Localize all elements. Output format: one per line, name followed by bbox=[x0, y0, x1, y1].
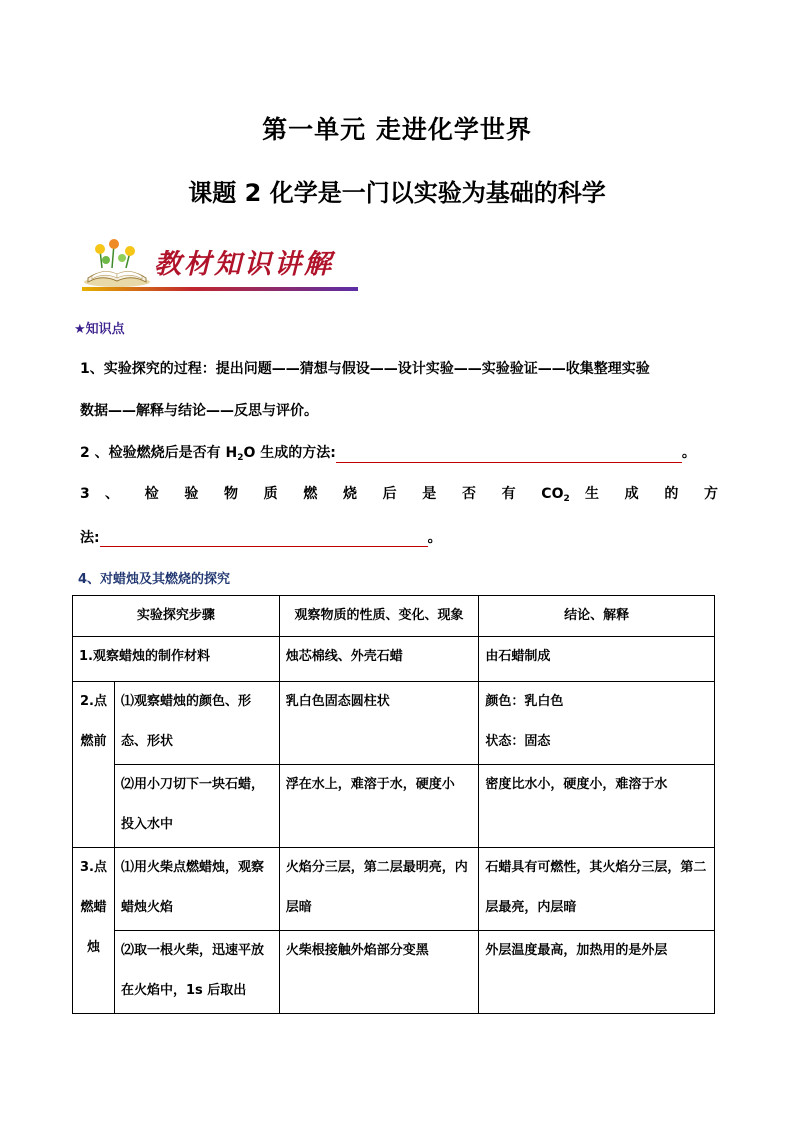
table-row bbox=[73, 765, 715, 848]
group3-label: 3.点燃蜡烛 bbox=[73, 848, 115, 1014]
item2-end: 。 bbox=[681, 445, 696, 461]
item3-line2-text: 法: bbox=[80, 530, 100, 546]
group2-row2-conclusion: 密度比水小，硬度小，难溶于水 bbox=[479, 765, 715, 848]
conclusion-state: 状态：固态 bbox=[485, 734, 551, 749]
answer-blank-3[interactable] bbox=[100, 530, 428, 547]
banner-title: 教材知识讲解 bbox=[154, 249, 334, 280]
item2 bbox=[80, 442, 720, 463]
item1-line1: 1、实验探究的过程：提出问题——猜想与假设——设计实验——实验验证——收集整理实验 bbox=[80, 361, 650, 377]
item3-mid: 生 成 的 方 bbox=[569, 486, 719, 502]
group2-label: 2.点燃前 bbox=[73, 682, 115, 848]
header-observation: 观察物质的性质、变化、现象 bbox=[279, 596, 479, 637]
group3-row2-step: ⑵取一根火柴，迅速平放在火焰中，1s 后取出 bbox=[114, 931, 279, 1014]
item2-subscript: 2 bbox=[237, 453, 244, 463]
group3-row2-observation: 火柴根接触外焰部分变黑 bbox=[279, 931, 479, 1014]
group2-row1-step: ⑴观察蜡烛的颜色、形态、形状 bbox=[114, 682, 279, 765]
item3-line2 bbox=[80, 527, 720, 547]
lesson-title: 课题 2 化学是一门以实验为基础的科学 bbox=[188, 179, 606, 207]
group2-row2-observation: 浮在水上，难溶于水，硬度小 bbox=[279, 765, 479, 848]
row1-conclusion: 由石蜡制成 bbox=[479, 637, 715, 682]
group3-row2-conclusion: 外层温度最高，加热用的是外层 bbox=[479, 931, 715, 1014]
item2-mid: O 生成的方法: bbox=[243, 445, 336, 461]
group2-row1-observation: 乳白色固态圆柱状 bbox=[279, 682, 479, 765]
item3-end: 。 bbox=[427, 530, 442, 546]
item3-prefix: 3 、 检 验 物 质 燃 烧 后 是 否 有 CO bbox=[80, 486, 564, 502]
candle-experiment-table bbox=[72, 595, 715, 1014]
group2-row2-step: ⑵用小刀切下一块石蜡，投入水中 bbox=[114, 765, 279, 848]
table-header-row bbox=[73, 596, 715, 637]
section-banner bbox=[82, 238, 364, 296]
item1-line2: 数据——解释与结论——反思与评价。 bbox=[80, 403, 318, 419]
item2-prefix: 2 、检验燃烧后是否有 H bbox=[80, 445, 238, 461]
banner-underline bbox=[82, 287, 358, 291]
row1-step: 1.观察蜡烛的制作材料 bbox=[73, 637, 280, 682]
answer-blank-2[interactable] bbox=[336, 446, 682, 463]
row1-observation: 烛芯棉线、外壳石蜡 bbox=[279, 637, 479, 682]
group3-row1-conclusion: 石蜡具有可燃性，其火焰分三层，第二层最亮，内层暗 bbox=[479, 848, 715, 931]
knowledge-point-label: ★知识点 bbox=[74, 322, 125, 337]
group3-row1-step: ⑴用火柴点燃蜡烛，观察蜡烛火焰 bbox=[114, 848, 279, 931]
item3-subscript: 2 bbox=[563, 494, 570, 504]
open-book-flowers-icon bbox=[82, 238, 152, 288]
item4-heading: 4、对蜡烛及其燃烧的探究 bbox=[78, 572, 231, 587]
table-row bbox=[73, 682, 715, 765]
header-conclusion: 结论、解释 bbox=[479, 596, 715, 637]
table-row bbox=[73, 637, 715, 682]
table-row bbox=[73, 848, 715, 931]
group2-row1-conclusion bbox=[479, 682, 715, 765]
unit-title: 第一单元 走进化学世界 bbox=[262, 115, 532, 144]
conclusion-color: 颜色：乳白色 bbox=[485, 694, 564, 709]
group3-row1-observation: 火焰分三层，第二层最明亮，内层暗 bbox=[279, 848, 479, 931]
table-row bbox=[73, 931, 715, 1014]
header-step: 实验探究步骤 bbox=[73, 596, 280, 637]
item3-line1 bbox=[80, 483, 718, 504]
